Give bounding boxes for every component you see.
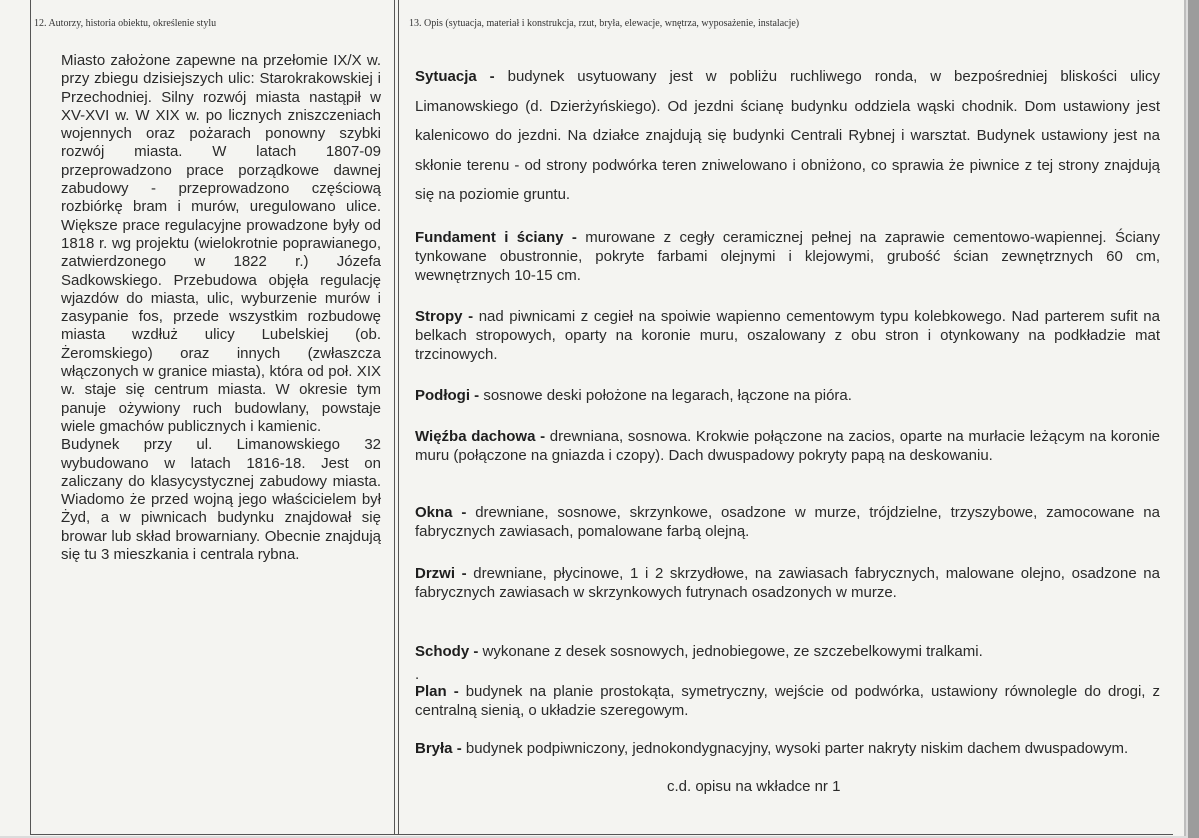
section-title: Sytuacja <box>415 68 477 85</box>
section-okna: Okna - drewniane, sosnowe, skrzynkowe, osadzone w murze, trójdzielne, trzyszybowe, zamocowane na fabrycznych zawiasach, pomalowane farbą olejną. <box>415 504 1160 540</box>
section-title: Więźba dachowa <box>415 428 536 445</box>
section-wiezba: Więźba dachowa - drewniana, sosnowa. Krokwie połączone na zacios, oparte na murłacie leżącym na koronie muru (połączone na gniazda i czopy). Dach dwuspadowy pokryty papą na deskowaniu. <box>415 428 1160 464</box>
section-title: Okna <box>415 504 453 521</box>
section-title: Schody <box>415 643 470 660</box>
section-bryla: Bryła - budynek podpiwniczony, jednokondygnacyjny, wysoki parter nakryty niskim dachem dwuspadowym. <box>415 740 1129 757</box>
history-column <box>30 0 395 834</box>
section-text: budynek podpiwniczony, jednokondygnacyjny, wysoki parter nakryty niskim dachem dwuspadowym. <box>465 740 1129 757</box>
section-title: Stropy <box>415 308 463 325</box>
section-text: murowane z cegły ceramicznej pełnej na zaprawie cementowo-wapiennej. Ściany tynkowane obustronnie, pokryte farbami olejnymi i klejowymi, grubość ścian zewnętrznych 60 cm, wewnętrznych 10-15 cm. <box>415 229 1160 284</box>
section-text: drewniane, płycinowe, 1 i 2 skrzydłowe, na zawiasach fabrycznych, malowane olejno, osadzone na fabrycznych zawiasach w skrzynkowych futrynach osadzonych w murze. <box>415 565 1160 601</box>
description-column-header: 13. Opis (sytuacja, materiał i konstrukcja, rzut, bryła, elewacje, wnętrza, wyposażenie, instalacje) <box>409 18 800 29</box>
continuation-note: c.d. opisu na wkładce nr 1 <box>667 778 841 795</box>
section-schody: Schody - wykonane z desek sosnowych, jednobiegowe, ze szczebelkowymi tralkami. <box>415 643 983 660</box>
section-text: budynek na planie prostokąta, symetryczny, wejście od podwórka, ustawiony równolegle do drogi, z centralną sienią, o układzie szeregowym. <box>415 683 1160 719</box>
section-title: Plan <box>415 683 447 700</box>
history-column-header: 12. Autorzy, historia obiektu, określenie stylu <box>34 18 217 29</box>
section-text: nad piwnicami z cegieł na spoiwie wapienno cementowym typu kolebkowego. Nad parterem sufit na belkach stropowych, oparty na koronie muru, oszalowany z obu stron i otynkowany na podkładzie mat trzcinowych. <box>415 308 1160 363</box>
section-title: Fundament i ściany <box>415 229 564 246</box>
section-stropy: Stropy - nad piwnicami z cegieł na spoiwie wapienno cementowym typu kolebkowego. Nad parterem sufit na belkach stropowych, oparty na koronie muru, oszalowany z obu stron i otynkowany na podkładzie mat trzcinowych. <box>415 308 1160 363</box>
table-bottom-border <box>30 834 1173 835</box>
page-edge-shadow <box>1188 0 1199 838</box>
section-title: Bryła <box>415 740 453 757</box>
section-sytuacja: Sytuacja - budynek usytuowany jest w pobliżu ruchliwego ronda, w bezpośredniej bliskości ulicy Limanowskiego (d. Dzierżyńskiego). Od jezdni ścianę budynku oddziela wąski chodnik. Dom ustawiony jest kalenicowo do jezdni. Na działce znajdują się budynki Centrali Rybnej i warsztat. Budynek ustawiony jest na skłonie terenu - od strony podwórka teren zniwelowano i obniżono, co sprawia że piwnice z tej strony znajdują się na poziomie gruntu. <box>415 68 1160 203</box>
section-text: sosnowe deski położone na legarach, łączone na pióra. <box>483 387 852 404</box>
section-title: Podłogi <box>415 387 470 404</box>
section-fundament: Fundament i ściany - murowane z cegły ceramicznej pełnej na zaprawie cementowo-wapiennej. Ściany tynkowane obustronnie, pokryte farbami olejnymi i klejowymi, grubość ścian zewnętrznych 60 cm, wewnętrznych 10-15 cm. <box>415 229 1160 284</box>
section-text: budynek usytuowany jest w pobliżu ruchliwego ronda, w bezpośredniej bliskości ulicy Limanowskiego (d. Dzierżyńskiego). Od jezdni ścianę budynku oddziela wąski chodnik. Dom ustawiony jest kalenicowo do jezdni. Na działce znajdują się budynki Centrali Rybnej i warsztat. Budynek ustawiony jest na skłonie terenu - od strony podwórka teren zniwelowano i obniżono, co sprawia że piwnice z tej strony znajdują się na poziomie gruntu. <box>415 68 1160 203</box>
section-text: drewniana, sosnowa. Krokwie połączone na zacios, oparte na murłacie leżącym na koronie muru (połączone na gniazda i czopy). Dach dwuspadowy pokryty papą na deskowaniu. <box>415 428 1160 464</box>
section-text: drewniane, sosnowe, skrzynkowe, osadzone w murze, trójdzielne, trzyszybowe, zamocowane na fabrycznych zawiasach, pomalowane farbą olejną. <box>415 504 1160 540</box>
section-plan: Plan - budynek na planie prostokąta, symetryczny, wejście od podwórka, ustawiony równolegle do drogi, z centralną sienią, o układzie szeregowym. <box>415 683 1160 719</box>
section-podlogi: Podłogi - sosnowe deski położone na legarach, łączone na pióra. <box>415 387 852 404</box>
section-title: Drzwi <box>415 565 456 582</box>
history-text: Miasto założone zapewne na przełomie IX/X w. przy zbiegu dzisiejszych ulic: Starokrakowskiej i Przechodniej. Silny rozwój miasta nastąpił w XV-XVI w. W XIX w. po licznych zniszczeniach wojennych oraz pożarach ponowny szybki rozwój miasta. W latach 1807-09 przeprowadzono prace porządkowe dawnej zabudowy - przeprowadzono częściową rozbiórkę bram i murów, uregulowano ulice. Większe prace regulacyjne prowadzone były od 1818 r. wg projektu (wielokrotnie poprawianego, zatwierdzonego w 1822 r.) Józefa Sadkowskiego. Przebudowa objęła regulację wjazdów do miasta, ulic, wyburzenie murów i zasypanie fos, przede wszystkim rozbudowę miasta wzdłuż ulicy Lubelskiej (ob. Żeromskiego) oraz innych (zwłaszcza włączonych w granice miasta), która od poł. XIX w. staje się centrum miasta. W okresie tym panuje ożywiony ruch budowlany, powstaje wiele gmachów publicznych i kamienic. Budynek przy ul. Limanowskiego 32 wybudowano w latach 1816-18. Jest on zaliczany do klasycystycznej zabudowy miasta. Wiadomo że przed wojną jego właścicielem był Żyd, a w piwnicach budynku znajdował się browar lub skład browarniany. Obecnie znajdują się tu 3 mieszkania i centrala rybna. <box>61 52 381 564</box>
description-column <box>398 0 1173 834</box>
section-drzwi: Drzwi - drewniane, płycinowe, 1 i 2 skrzydłowe, na zawiasach fabrycznych, malowane olejno, osadzone na fabrycznych zawiasach w skrzynkowych futrynach osadzonych w murze. <box>415 565 1160 601</box>
stray-dot: . <box>415 666 420 683</box>
section-text: wykonane z desek sosnowych, jednobiegowe, ze szczebelkowymi tralkami. <box>482 643 983 660</box>
